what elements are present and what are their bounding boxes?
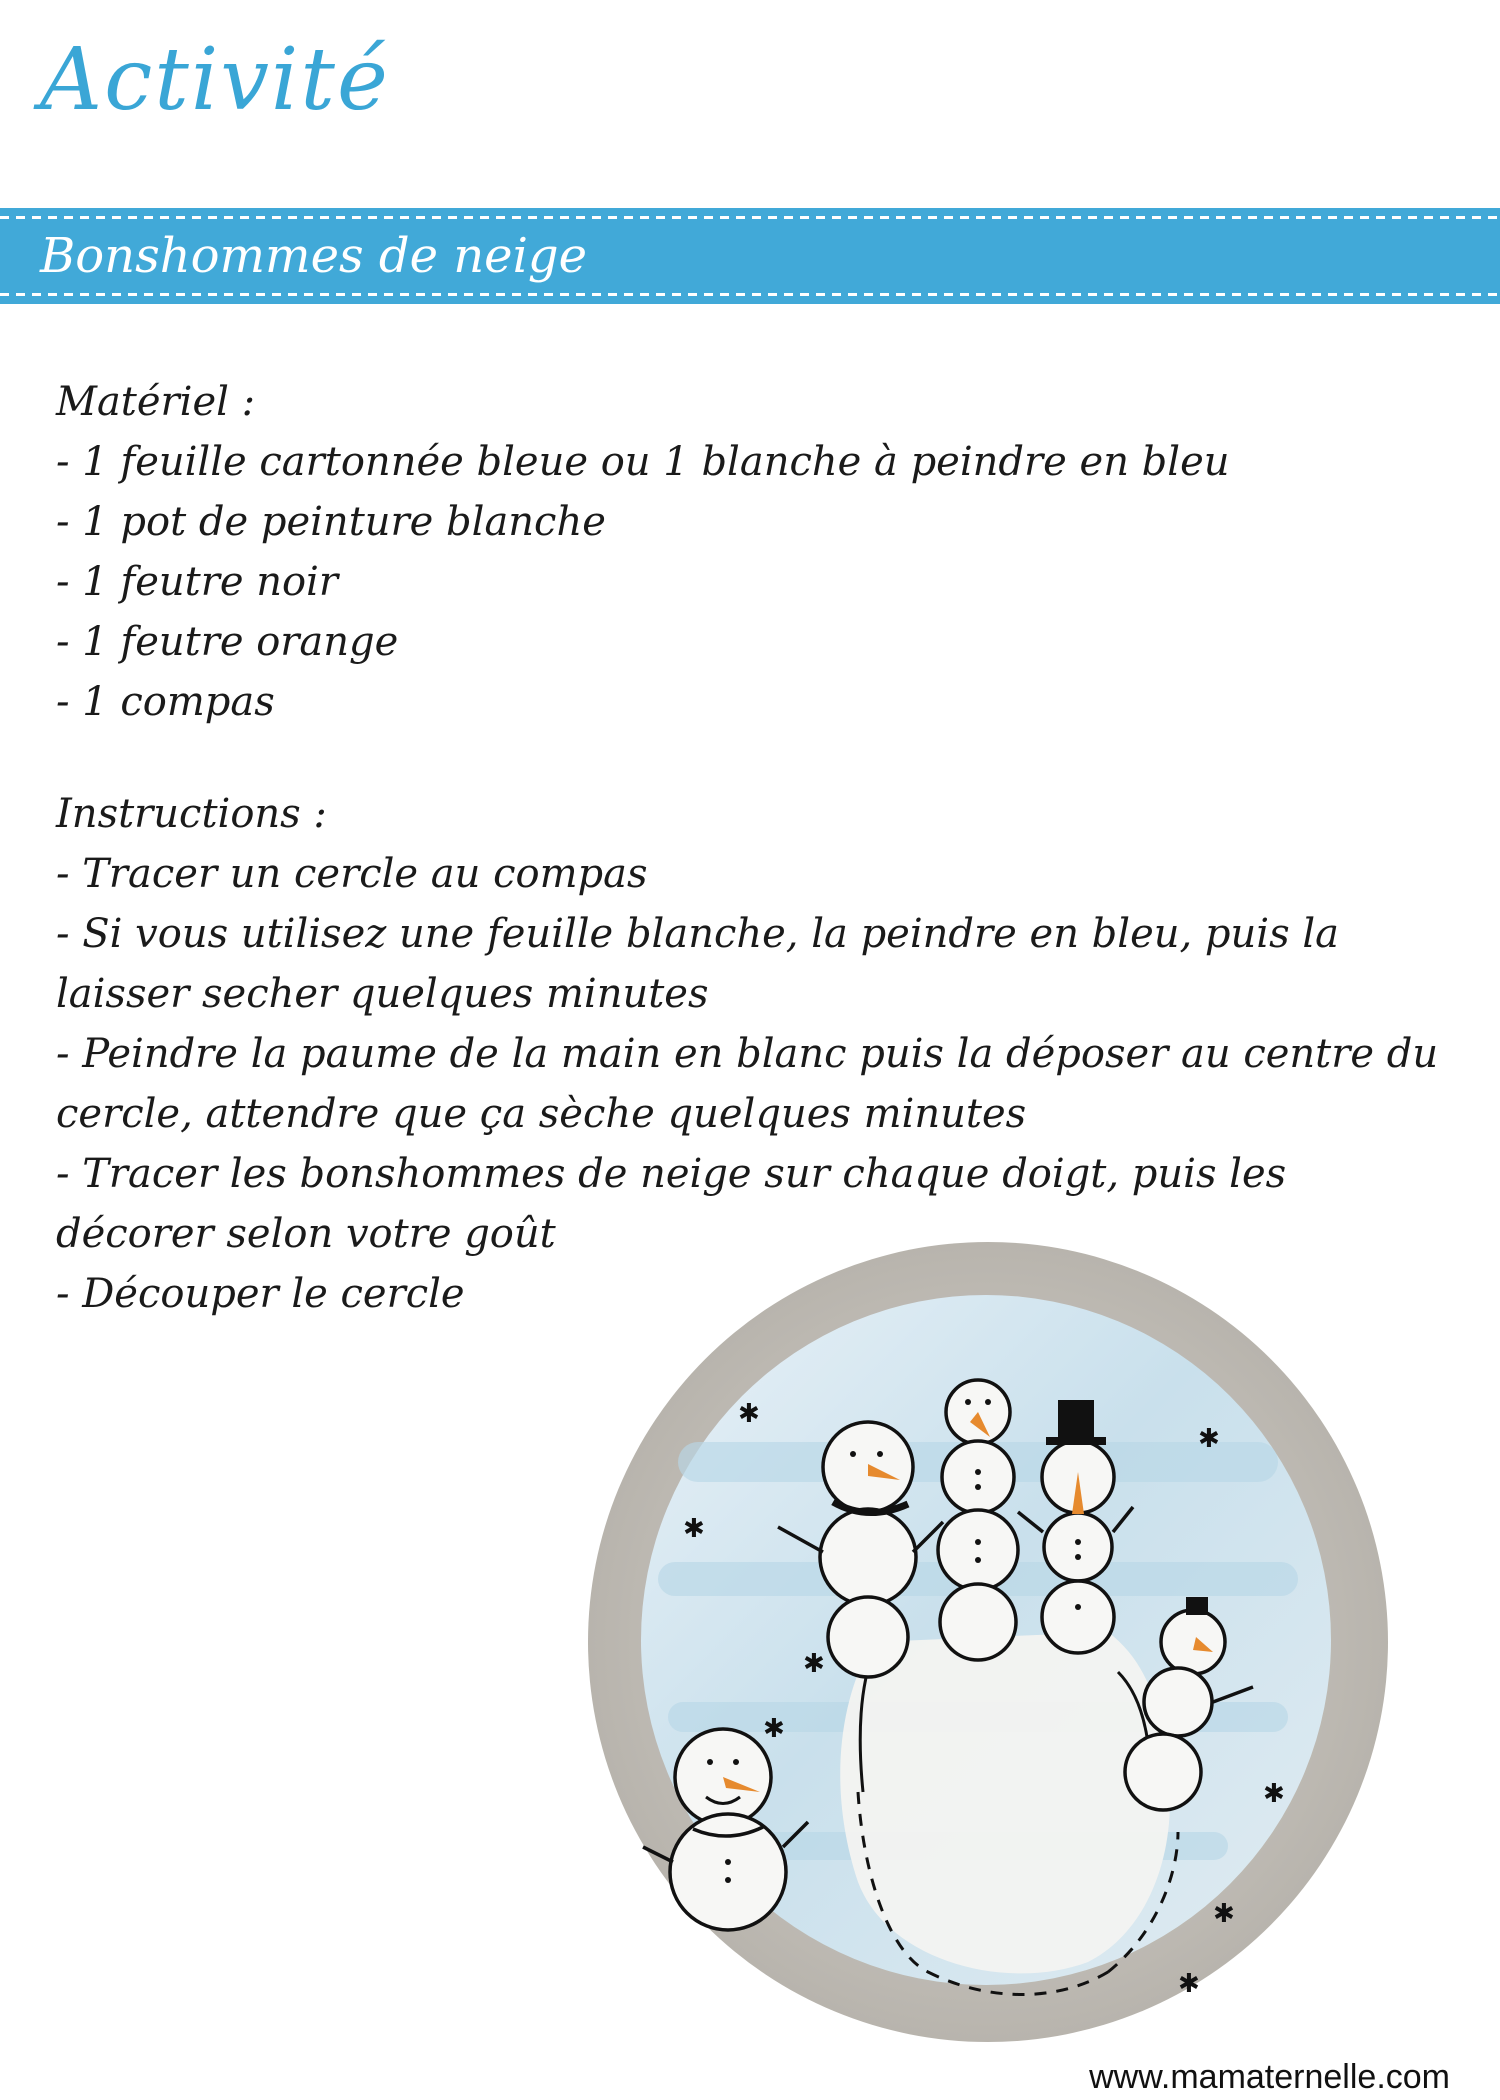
snowman-craft-photo (588, 1232, 1388, 2052)
materials-section (56, 372, 1456, 732)
page-title: Activité (40, 30, 390, 130)
svg-text:✱: ✱ (1263, 1779, 1285, 1809)
subtitle-banner (0, 208, 1500, 304)
list-item: - 1 feutre noir (56, 559, 338, 605)
list-item: - Si vous utilisez une feuille blanche, la peindre en bleu, puis la laisser secher quelques minutes (56, 911, 1339, 1017)
list-item: - Tracer les bonshommes de neige sur chaque doigt, puis les décorer selon votre goût (56, 1151, 1287, 1257)
svg-text:✱: ✱ (763, 1714, 785, 1744)
svg-text:✱: ✱ (738, 1399, 760, 1429)
svg-text:✱: ✱ (1178, 1969, 1200, 1999)
list-item: - Peindre la paume de la main en blanc puis la déposer au centre du cercle, attendre que ça sèche quelques minutes (56, 1031, 1439, 1137)
svg-text:✱: ✱ (1213, 1899, 1235, 1929)
materials-heading: Matériel : (56, 379, 256, 425)
list-item: - 1 feutre orange (56, 619, 399, 665)
list-item: - 1 pot de peinture blanche (56, 499, 606, 545)
svg-text:✱: ✱ (683, 1514, 705, 1544)
website-url: www.mamaternelle.com (1089, 2058, 1450, 2096)
list-item: - Tracer un cercle au compas (56, 851, 648, 897)
materials-list (56, 432, 1456, 732)
list-item: - 1 feuille cartonnée bleue ou 1 blanche à peindre en bleu (56, 439, 1230, 485)
activity-subtitle: Bonshommes de neige (40, 228, 588, 284)
handprint (840, 1632, 1170, 1973)
list-item: - 1 compas (56, 679, 275, 725)
list-item: - Découper le cercle (56, 1271, 465, 1317)
svg-text:✱: ✱ (1198, 1424, 1220, 1454)
svg-text:✱: ✱ (803, 1649, 825, 1679)
instructions-heading: Instructions : (56, 791, 327, 837)
